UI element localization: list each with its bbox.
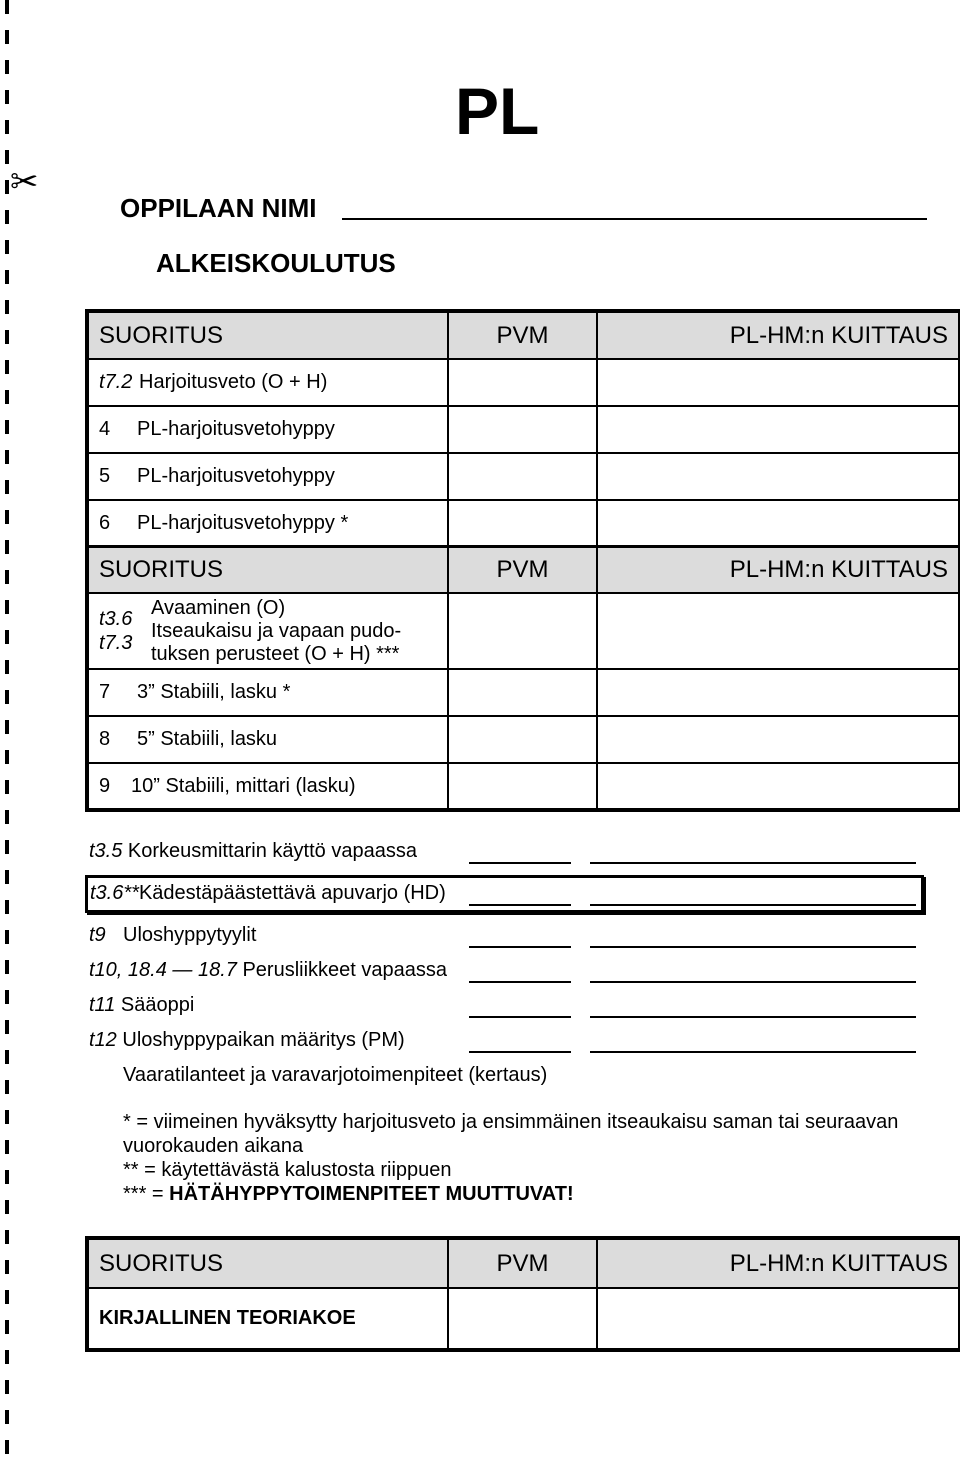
scissors-icon: ✂ — [10, 163, 39, 201]
row-text: PL-harjoitusvetohyppy — [137, 418, 335, 440]
item-text: Uloshyppytyylit — [123, 924, 257, 946]
training-table-2 — [85, 546, 960, 812]
table-row — [87, 763, 960, 810]
row-number: 4 — [99, 418, 111, 440]
item-code: t9 — [89, 924, 106, 946]
signature-line[interactable] — [590, 904, 916, 906]
date-cell[interactable] — [448, 593, 597, 669]
row-text: Harjoitusveto (O + H) — [139, 371, 328, 393]
footnote-2: ** = käytettävästä kalustosta riippuen — [123, 1159, 452, 1181]
footnote-3 — [123, 1182, 943, 1206]
row-number: 7 — [99, 681, 111, 703]
date-cell[interactable] — [448, 669, 597, 716]
list-item — [85, 1062, 935, 1092]
signature-cell[interactable] — [597, 669, 960, 716]
signature-line[interactable] — [590, 981, 916, 983]
row-label — [87, 453, 448, 500]
table-header-row — [87, 1238, 960, 1288]
signature-cell[interactable] — [597, 593, 960, 669]
signature-line[interactable] — [590, 946, 916, 948]
signature-line[interactable] — [590, 1016, 916, 1018]
row-text: 5” Stabiili, lasku — [137, 728, 278, 750]
signature-cell[interactable] — [597, 1288, 960, 1350]
date-cell[interactable] — [448, 453, 597, 500]
footnote-3-warning: HÄTÄHYPPYTOIMENPITEET MUUTTUVAT! — [169, 1183, 574, 1205]
footnote-1: * = viimeinen hyväksytty harjoitusveto ja ensimmäinen itseaukaisu saman tai seuraavan — [123, 1111, 899, 1133]
date-cell[interactable] — [448, 406, 597, 453]
student-name-field[interactable] — [342, 218, 927, 220]
date-cell[interactable] — [448, 716, 597, 763]
row-text: PL-harjoitusvetohyppy * — [137, 511, 349, 534]
row-label: KIRJALLINEN TEORIAKOE — [87, 1288, 448, 1350]
item-text: Uloshyppypaikan määritys (PM) — [122, 1029, 405, 1051]
table-row — [87, 453, 960, 500]
row-text: 3” Stabiili, lasku * — [137, 681, 291, 703]
header-kuittaus: PL-HM:n KUITTAUS — [597, 311, 960, 359]
header-kuittaus: PL-HM:n KUITTAUS — [597, 1238, 960, 1288]
item-code: t10, 18.4 — 18.7 — [89, 959, 237, 981]
header-pvm: PVM — [448, 311, 597, 359]
list-item — [85, 922, 935, 952]
date-line[interactable] — [469, 981, 571, 983]
date-cell[interactable] — [448, 359, 597, 406]
signature-line[interactable] — [590, 862, 916, 864]
table-row — [87, 1288, 960, 1350]
date-cell[interactable] — [448, 1288, 597, 1350]
theory-exam-table — [85, 1236, 960, 1352]
table-header-row — [87, 547, 960, 593]
signature-cell[interactable] — [597, 359, 960, 406]
item-text: Vaaratilanteet ja varavarjotoimenpiteet (kertaus) — [123, 1064, 548, 1086]
page-title: PL — [455, 74, 540, 148]
table-row — [87, 669, 960, 716]
item-code: t12 — [89, 1029, 117, 1051]
table-row — [87, 716, 960, 763]
row-number: 8 — [99, 728, 111, 750]
table-row — [87, 593, 960, 669]
date-cell[interactable] — [448, 763, 597, 810]
row-label — [87, 406, 448, 453]
signature-cell[interactable] — [597, 500, 960, 547]
cut-line — [5, 0, 9, 1467]
row-text: Itseaukaisu ja vapaan pudo- — [151, 619, 402, 642]
header-suoritus: SUORITUS — [87, 311, 448, 359]
table-row — [87, 500, 960, 547]
date-cell[interactable] — [448, 500, 597, 547]
item-code: t3.6** — [90, 882, 139, 904]
list-item — [85, 1027, 935, 1057]
row-code: t7.2 — [99, 371, 133, 393]
row-label — [87, 593, 448, 669]
signature-cell[interactable] — [597, 716, 960, 763]
list-item-boxed — [85, 875, 924, 913]
list-item — [85, 992, 935, 1022]
row-text: Avaaminen (O) — [151, 596, 286, 619]
footnote-1-cont: vuorokauden aikana — [123, 1135, 304, 1157]
section-title: ALKEISKOULUTUS — [156, 248, 396, 278]
date-line[interactable] — [469, 1016, 571, 1018]
row-label — [87, 500, 448, 547]
row-label — [87, 716, 448, 763]
table-header-row — [87, 311, 960, 359]
item-text: Perusliikkeet vapaassa — [242, 959, 448, 981]
row-code: t3.6 — [99, 608, 133, 630]
signature-line[interactable] — [590, 1051, 916, 1053]
table-row — [87, 359, 960, 406]
header-kuittaus: PL-HM:n KUITTAUS — [597, 547, 960, 593]
row-text: tuksen perusteet (O + H) *** — [151, 642, 400, 665]
footnote-3-prefix: *** = — [123, 1183, 170, 1205]
item-text: Kädestäpäästettävä apuvarjo (HD) — [138, 882, 446, 904]
header-pvm: PVM — [448, 547, 597, 593]
date-line[interactable] — [469, 862, 571, 864]
signature-cell[interactable] — [597, 406, 960, 453]
item-code: t11 — [89, 994, 116, 1016]
table-row — [87, 406, 960, 453]
date-line[interactable] — [469, 904, 571, 906]
student-name-label: OPPILAAN NIMI — [120, 193, 317, 223]
row-label — [87, 763, 448, 810]
header-pvm: PVM — [448, 1238, 597, 1288]
item-text: Sääoppi — [120, 994, 195, 1016]
signature-cell[interactable] — [597, 453, 960, 500]
list-item — [85, 838, 935, 868]
row-number: 9 — [99, 774, 111, 797]
list-item — [85, 957, 935, 987]
item-text: Korkeusmittarin käyttö vapaassa — [127, 840, 417, 862]
training-table-1 — [85, 309, 960, 549]
signature-cell[interactable] — [597, 763, 960, 810]
row-label — [87, 669, 448, 716]
header-suoritus: SUORITUS — [87, 547, 448, 593]
footnotes — [123, 1110, 943, 1206]
date-line[interactable] — [469, 946, 571, 948]
row-number: 5 — [99, 465, 111, 487]
item-code: t3.5 — [89, 840, 123, 862]
row-text: PL-harjoitusvetohyppy — [137, 465, 335, 487]
row-text: 10” Stabiili, mittari (lasku) — [131, 774, 356, 797]
row-label — [87, 359, 448, 406]
row-number: 6 — [99, 511, 111, 534]
row-code: t7.3 — [99, 632, 133, 654]
header-suoritus: SUORITUS — [87, 1238, 448, 1288]
date-line[interactable] — [469, 1051, 571, 1053]
